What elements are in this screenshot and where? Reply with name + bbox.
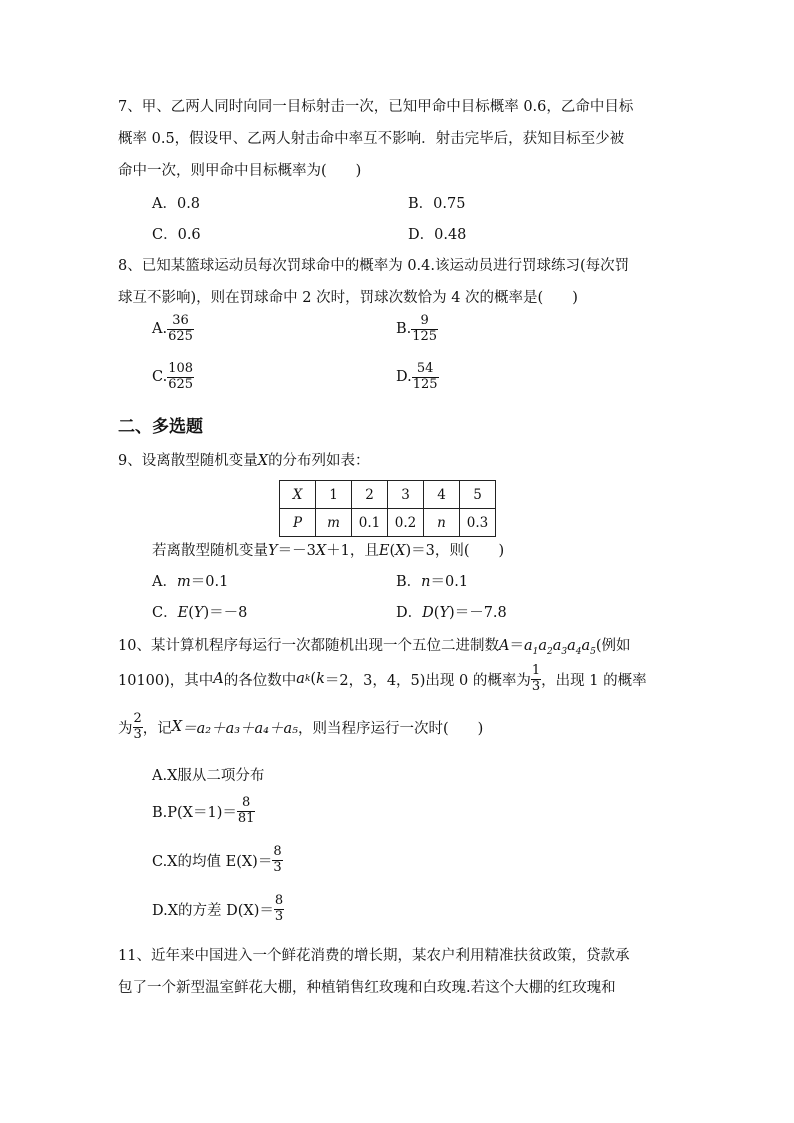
text: ＝－3 (277, 543, 316, 559)
text: 若离散型随机变量 (152, 543, 268, 559)
q9-intro-text: 9、设离散型随机变量 (118, 453, 258, 469)
q10-option-d-fraction (274, 894, 284, 925)
variable: E (378, 543, 390, 559)
option-label: C． (152, 605, 178, 621)
text: )＝3，则( ) (405, 543, 505, 559)
variable: Y (193, 605, 204, 621)
q8-option-d-fraction (412, 362, 439, 393)
fraction-denominator: 3 (531, 678, 541, 694)
option-label: D． (396, 605, 423, 621)
cell-text: m (327, 514, 340, 531)
q10-line3 (118, 712, 483, 743)
q8-line1: 8、已知某篮球运动员每次罚球命中的概率为 0.4.该运动员进行罚球练习(每次罚 (118, 258, 630, 274)
q10-option-c-fraction (272, 845, 282, 876)
q10-line1: 10、某计算机程序每运行一次都随机出现一个五位二进制数$A=a_1a_2a_3a_4a_5$(例如 (118, 638, 631, 657)
variable: X (395, 543, 406, 559)
q9-option-a (152, 570, 228, 591)
variable: a (296, 671, 305, 688)
text: ＝ (509, 638, 524, 654)
q8-option-d-label: D. (396, 369, 412, 386)
table-cell (424, 509, 460, 537)
text: B.P(X＝1)＝ (152, 804, 237, 821)
q9-intro-text: 的分布列如表： (268, 453, 370, 469)
q10-option-c (152, 845, 283, 876)
table-cell: 0.2 (388, 509, 424, 537)
fraction-numerator: 54 (412, 362, 439, 378)
cell-text: X (292, 486, 303, 503)
cell-text: P (292, 514, 303, 531)
table-cell (280, 509, 316, 537)
q11-line1: 11、近年来中国进入一个鲜花消费的增长期，某农户利用精准扶贫政策，贷款承 (118, 948, 630, 964)
text: ＝0.1 (430, 574, 469, 590)
table-cell: 2 (352, 481, 388, 509)
table-cell: 5 (460, 481, 496, 509)
variable: Y (439, 605, 450, 621)
q7-option-c: C．0.6 (152, 227, 201, 243)
q10-option-a: A.X服从二项分布 (152, 768, 265, 784)
q7-line3: 命中一次，则甲命中目标概率为( ) (118, 163, 362, 179)
subscript: k (304, 674, 311, 685)
q10-line2 (118, 664, 647, 695)
fraction-denominator: 3 (274, 908, 284, 924)
fraction-one-third (531, 664, 541, 695)
q9-option-c: C．E(Y)＝－8 (152, 605, 248, 621)
text: D.X的方差 D(X)＝ (152, 902, 274, 919)
fraction-numerator: 108 (168, 361, 194, 376)
fraction-denominator: 125 (412, 376, 438, 392)
q8-option-a (152, 314, 194, 345)
fraction-denominator: 81 (237, 810, 255, 826)
text: 的各位数中 (223, 672, 297, 689)
variable: Y (268, 543, 278, 559)
table-cell: 0.3 (460, 509, 496, 537)
q7-line1: 7、甲、乙两人同时向同一目标射击一次，已知甲命中目标概率 0.6，乙命中目标 (118, 99, 634, 115)
q10-option-b (152, 796, 255, 827)
table-cell: 1 (316, 481, 352, 509)
q8-option-b-label: B. (396, 321, 412, 338)
variable: D (422, 605, 434, 621)
text: 10100)，其中 (118, 672, 214, 689)
q7-option-a: A．0.8 (152, 196, 201, 212)
fraction-denominator: 125 (412, 328, 438, 344)
table-row (280, 509, 496, 537)
text: ，出现 1 的概率 (541, 672, 647, 689)
option-label: B． (396, 574, 422, 590)
variable: m (176, 574, 191, 590)
text: ＝2，3，4，5)出现 0 的概率为 (324, 672, 531, 689)
cell-text: n (437, 514, 446, 531)
text: ＝－8 (209, 605, 248, 621)
variable: A (213, 671, 224, 688)
q8-line2: 球互不影响)，则在罚球命中 2 次时，罚球次数恰为 4 次的概率是( ) (118, 290, 578, 306)
text: ( (389, 543, 396, 559)
text: ＋1，且 (326, 543, 379, 559)
fraction-numerator: 8 (273, 844, 282, 859)
text: ，则当程序运行一次时( ) (297, 720, 484, 737)
option-label: A． (152, 574, 177, 590)
section-heading: 二、多选题 (118, 417, 203, 437)
text: 为 (118, 720, 133, 737)
fraction-numerator: 9 (411, 314, 438, 330)
text: ，记 (142, 720, 172, 737)
table-cell (316, 509, 352, 537)
text: (例如 (595, 638, 631, 654)
table-cell: 3 (388, 481, 424, 509)
text: C.X的均值 E(X)＝ (152, 853, 273, 870)
variable: X (315, 543, 327, 559)
q7-line2: 概率 0.5，假设甲、乙两人射击命中率互不影响．射击完毕后，获知目标至少被 (118, 131, 625, 147)
q8-option-a-label: A. (152, 321, 168, 338)
variable: E (177, 605, 189, 621)
fraction-denominator: 625 (168, 376, 194, 392)
variable: A (498, 638, 510, 654)
q10-option-b-fraction (237, 796, 256, 827)
fraction-numerator: 36 (167, 314, 194, 330)
fraction-numerator: 1 (531, 663, 541, 678)
q7-option-b: B．0.75 (408, 196, 466, 212)
text: 10、某计算机程序每运行一次都随机出现一个五位二进制数 (118, 638, 499, 654)
q8-option-c-fraction (167, 362, 194, 393)
q7-option-d: D．0.48 (408, 227, 467, 243)
fraction-denominator: 625 (168, 328, 193, 344)
fraction-numerator: 8 (274, 893, 284, 908)
fraction-denominator: 3 (133, 726, 142, 742)
fraction-denominator: 3 (273, 859, 282, 875)
variable: n (421, 574, 431, 590)
table-cell (280, 481, 316, 509)
fraction-numerator: 2 (133, 711, 142, 726)
q8-option-b (396, 314, 438, 345)
text: ＝－7.8 (454, 605, 507, 621)
q9-intro (118, 449, 370, 470)
q8-option-c (152, 362, 194, 393)
text: ( (310, 671, 317, 688)
q9-option-b (396, 570, 468, 591)
table-cell: 4 (424, 481, 460, 509)
q8-option-d (396, 362, 439, 393)
variable: k (316, 671, 325, 688)
q8-option-b-fraction (411, 314, 438, 345)
q8-option-c-label: C. (152, 369, 168, 386)
q9-option-d: D．D(Y)＝－7.8 (396, 605, 507, 621)
q11-line2: 包了一个新型温室鲜花大棚，种植销售红玫瑰和白玫瑰.若这个大棚的红玫瑰和 (118, 980, 616, 996)
variable: X (171, 719, 183, 736)
q8-option-a-fraction (167, 314, 194, 345)
table-row (280, 481, 496, 509)
variable: X (257, 453, 269, 469)
sum-expression: ＝a₂＋a₃＋a₄＋a₅ (182, 720, 298, 737)
fraction-numerator: 8 (237, 796, 256, 812)
fraction-two-thirds (133, 712, 143, 743)
text: ＝0.1 (190, 574, 229, 590)
distribution-table (279, 480, 496, 537)
q10-option-d (152, 894, 284, 925)
table-cell: 0.1 (352, 509, 388, 537)
q9-condition (152, 539, 504, 560)
